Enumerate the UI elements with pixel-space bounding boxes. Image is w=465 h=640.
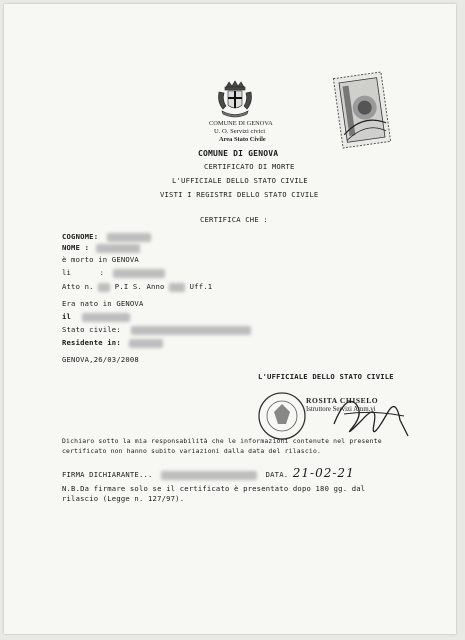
cognome-label: COGNOME: <box>62 232 99 241</box>
stato-civile-row <box>62 325 251 335</box>
firma-row <box>62 466 355 480</box>
residente-label: Residente in: <box>62 338 121 347</box>
certificate-page <box>4 4 456 634</box>
page-title: COMUNE DI GENOVA <box>198 149 279 158</box>
nb-line-2: rilascio (Legge n. 127/97). <box>62 494 185 503</box>
birth-date-row <box>62 312 130 322</box>
dept-line-1: U. O. Servizi civici <box>214 128 266 135</box>
atto-row <box>62 282 212 292</box>
municipality-small: COMUNE DI GENOVA <box>209 120 273 127</box>
cognome-row <box>62 232 151 242</box>
title-line-2: L'UFFICIALE DELLO STATO CIVILE <box>172 176 308 185</box>
redacted-year <box>169 283 185 292</box>
birth-date-label: il <box>62 312 72 321</box>
dept-line-2: Area Stato Civile <box>219 136 266 143</box>
declaration-date: 21-02-21 <box>292 466 355 480</box>
redacted-name <box>96 244 140 253</box>
redacted-residence <box>129 339 163 348</box>
officer-name: ROSITA CHISELO <box>306 396 379 405</box>
certifica-che: CERTIFICA CHE : <box>200 215 268 224</box>
officer-title: L'UFFICIALE DELLO STATO CIVILE <box>258 372 394 381</box>
place-date: GENOVA,26/03/2008 <box>62 355 139 364</box>
certificate-type: CERTIFICATO DI MORTE <box>204 162 295 171</box>
genova-crest-icon <box>214 78 256 120</box>
declaration-line-1: Dichiaro sotto la mia responsabilità che le informazioni contenute nel presente <box>62 437 382 445</box>
official-seal-icon <box>256 390 308 442</box>
declaration-line-2: certificato non hanno subito variazioni dalla data del rilascio. <box>62 447 322 455</box>
born-in-row: Era nato in GENOVA <box>62 299 144 308</box>
nome-label: NOME : <box>62 243 90 252</box>
death-date-colon: : <box>99 268 105 277</box>
redacted-signature <box>161 471 257 480</box>
atto-label: Atto n. <box>62 282 94 291</box>
atto-mid: P.I S. Anno <box>114 282 165 291</box>
redacted-atto-number <box>98 283 110 292</box>
officer-role: Istruttore Servizi Amm.vi <box>306 406 376 413</box>
nome-row <box>62 243 140 253</box>
death-date-label: li <box>62 268 72 277</box>
stato-civile-label: Stato civile: <box>62 325 121 334</box>
redacted-civil-status <box>131 326 251 335</box>
title-line-3: VISTI I REGISTRI DELLO STATO CIVILE <box>160 190 319 199</box>
firma-label: FIRMA DICHIARANTE... <box>62 470 153 479</box>
redacted-birth-date <box>82 313 130 322</box>
revenue-stamp-icon <box>332 71 392 149</box>
redacted-surname <box>107 233 151 242</box>
death-date-row <box>62 268 165 278</box>
uff-label: Uff.1 <box>189 282 213 291</box>
data-label: DATA. <box>265 470 289 479</box>
redacted-death-date <box>113 269 165 278</box>
died-in-row: è morto in GENOVA <box>62 255 139 264</box>
nb-line-1: N.B.Da firmare solo se il certificato è presentato dopo 180 gg. dal <box>62 484 366 493</box>
residente-row <box>62 338 163 348</box>
